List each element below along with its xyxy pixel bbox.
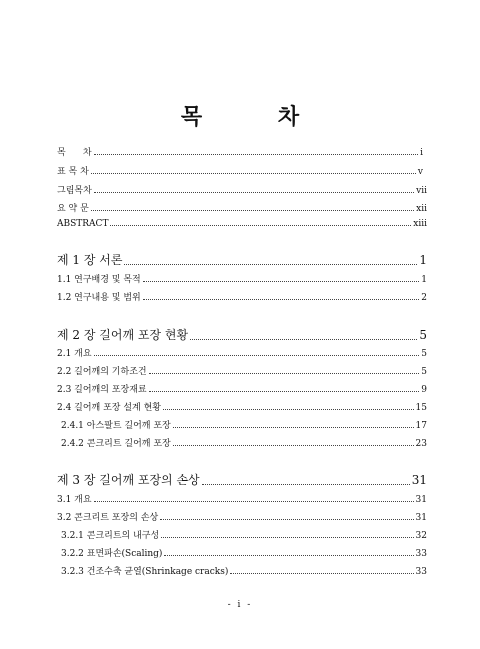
toc-entry-label: 그림목차 — [57, 186, 92, 196]
toc-entry-label: 표 목 차 — [57, 167, 89, 177]
toc-section-label: 2.4 길어깨 포장 설계 현황 — [57, 403, 162, 413]
toc-entry-label: ABSTRACT — [57, 219, 109, 229]
leader-dots — [149, 391, 420, 392]
toc-entry-page: xii — [416, 204, 427, 214]
toc-section — [57, 364, 427, 377]
leader-dots — [110, 225, 411, 226]
leader-dots — [190, 339, 417, 340]
toc-section-page: 23 — [415, 439, 427, 449]
toc-entry-front-tables — [57, 164, 423, 177]
leader-dots — [173, 445, 414, 446]
leader-dots — [94, 501, 414, 502]
toc-section-page: 33 — [415, 567, 427, 577]
toc-section-page: 5 — [421, 349, 427, 359]
toc-chapter-label: 제 3 장 길어깨 포장의 손상 — [57, 473, 200, 487]
toc-entry-front-contents — [57, 145, 423, 158]
toc-section — [57, 510, 427, 523]
toc-entry-page: xiii — [413, 219, 427, 229]
leader-dots — [143, 281, 420, 282]
page-title: 목 차 — [180, 104, 334, 130]
leader-dots — [149, 373, 420, 374]
leader-dots — [230, 573, 413, 574]
toc-section-page: 9 — [421, 385, 427, 395]
toc-section — [57, 272, 427, 285]
toc-section-page: 1 — [421, 275, 427, 285]
toc-section-label: 2.3 길어깨의 포장재료 — [57, 385, 147, 395]
toc-entry-label: 요 약 문 — [57, 204, 89, 214]
toc-section-page: 32 — [415, 531, 427, 541]
toc-section-page: 31 — [415, 513, 427, 523]
toc-chapter-label: 제 2 장 길어깨 포장 현황 — [57, 328, 189, 342]
toc-chapter-1 — [57, 251, 427, 268]
leader-dots — [173, 427, 414, 428]
toc-entry-label: 목 차 — [57, 148, 92, 158]
toc-chapter-3 — [57, 471, 427, 488]
toc-entry-front-abstract — [57, 219, 427, 229]
toc-entry-page: v — [417, 167, 423, 177]
toc-section-page: 5 — [421, 367, 427, 377]
toc-section — [57, 346, 427, 359]
leader-dots — [94, 192, 414, 193]
toc-entry-front-summary — [57, 201, 427, 214]
toc-section-label: 1.2 연구내용 및 범위 — [57, 293, 141, 303]
toc-section-label: 3.2.2 표면파손(Scaling) — [61, 549, 163, 559]
toc-section-label: 3.2.1 콘크리트의 내구성 — [61, 531, 160, 541]
leader-dots — [164, 555, 413, 556]
toc-subsection — [61, 436, 427, 449]
leader-dots — [161, 537, 413, 538]
leader-dots — [94, 355, 420, 356]
leader-dots — [124, 264, 417, 265]
toc-section-page: 2 — [421, 293, 427, 303]
leader-dots — [91, 173, 416, 174]
toc-chapter-label: 제 1 장 서론 — [57, 253, 123, 267]
toc-section-page: 15 — [415, 403, 427, 413]
toc-section-label: 3.1 개요 — [57, 495, 92, 505]
toc-subsection — [61, 546, 427, 559]
toc-entry-front-figures — [57, 183, 427, 196]
toc-chapter-page: 31 — [411, 473, 427, 487]
toc-section-page: 31 — [415, 495, 427, 505]
toc-section — [57, 400, 427, 413]
toc-section — [57, 492, 427, 505]
toc-section-label: 2.4.1 아스팔트 길어깨 포장 — [61, 421, 171, 431]
toc-section — [57, 382, 427, 395]
leader-dots — [163, 409, 414, 410]
toc-section-label: 2.2 길어깨의 기하조건 — [57, 367, 147, 377]
leader-dots — [160, 519, 413, 520]
toc-section — [57, 290, 427, 303]
toc-subsection — [61, 418, 427, 431]
toc-section-label: 2.4.2 콘크리트 길어깨 포장 — [61, 439, 171, 449]
leader-dots — [94, 154, 419, 155]
toc-section-label: 1.1 연구배경 및 목적 — [57, 275, 141, 285]
toc-chapter-2 — [57, 326, 427, 343]
toc-section-label: 2.1 개요 — [57, 349, 92, 359]
toc-entry-page: vii — [416, 186, 427, 196]
toc-chapter-page: 5 — [419, 328, 427, 342]
toc-subsection — [61, 564, 427, 577]
leader-dots — [143, 299, 420, 300]
leader-dots — [91, 210, 414, 211]
toc-subsection — [61, 528, 427, 541]
page-number-footer: - i - — [227, 600, 253, 610]
toc-section-page: 33 — [415, 549, 427, 559]
toc-section-label: 3.2.3 건조수축 균열(Shrinkage cracks) — [61, 567, 229, 577]
leader-dots — [202, 484, 410, 485]
toc-chapter-page: 1 — [419, 253, 427, 267]
toc-section-label: 3.2 콘크리트 포장의 손상 — [57, 513, 159, 523]
toc-section-page: 17 — [415, 421, 427, 431]
toc-entry-page: i — [420, 148, 423, 158]
